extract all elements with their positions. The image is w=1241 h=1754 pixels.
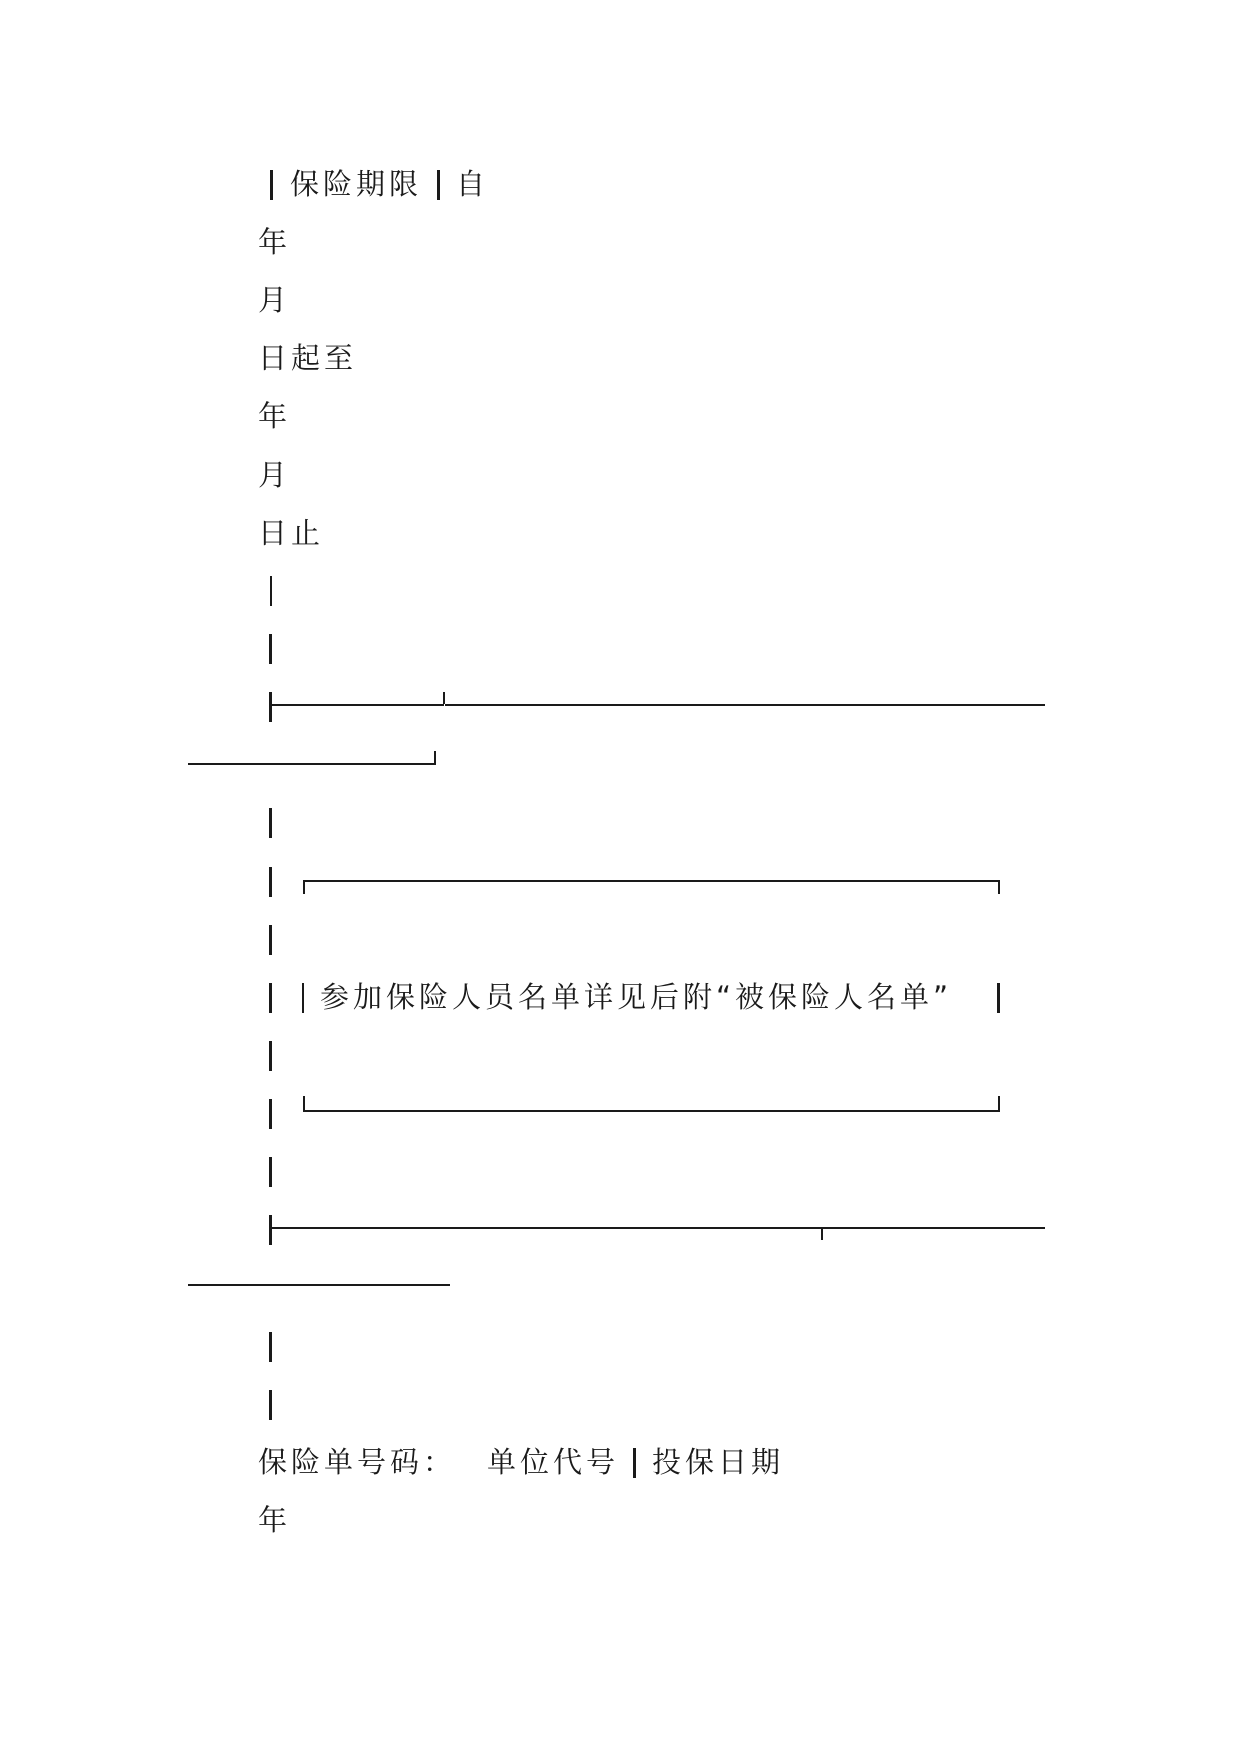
table-rule-tick	[443, 692, 445, 704]
bold-bar	[633, 1448, 636, 1478]
notice-box-corner	[303, 1096, 305, 1112]
notice-text: 参加保险人员名单详见后附“被保险人名单”	[320, 980, 953, 1014]
bold-bar	[269, 867, 272, 897]
table-rule	[272, 704, 444, 706]
insurance-period-label: 保险期限	[290, 167, 423, 201]
date-line-year-1: 年	[258, 225, 292, 259]
table-rule	[188, 1284, 450, 1286]
notice-box-left	[302, 983, 304, 1013]
bold-bar	[269, 925, 272, 955]
notice-box-right	[997, 983, 1000, 1013]
table-rule-tick	[821, 1228, 823, 1240]
notice-box-corner	[998, 1096, 1000, 1112]
bold-bar	[437, 170, 440, 200]
table-rule	[188, 763, 436, 765]
bold-bar	[269, 634, 272, 664]
table-rule-tick	[434, 751, 436, 765]
bold-bar	[269, 1157, 272, 1187]
date-line-month-2: 月	[258, 458, 292, 492]
bold-bar	[269, 1099, 272, 1129]
bold-bar	[269, 983, 272, 1013]
table-rule	[272, 1227, 1045, 1229]
bold-bar	[269, 692, 272, 722]
thin-bar	[270, 576, 272, 606]
bold-bar	[269, 1390, 272, 1420]
bold-bar	[269, 1332, 272, 1362]
insure-date-label: 投保日期	[652, 1445, 785, 1479]
notice-box-corner	[998, 880, 1000, 894]
date-line-day-to: 日止	[258, 516, 325, 550]
notice-box-top	[303, 880, 1000, 882]
notice-box-corner	[303, 880, 305, 894]
notice-box-bottom	[303, 1110, 1000, 1112]
bold-bar	[270, 170, 273, 200]
table-rule	[445, 704, 1045, 706]
footer-year: 年	[258, 1503, 292, 1537]
bold-bar	[269, 1041, 272, 1071]
date-line-year-2: 年	[258, 399, 292, 433]
unit-code-label: 单位代号	[487, 1445, 620, 1479]
policy-number-label: 保险单号码：	[258, 1445, 457, 1479]
date-line-day-from: 日起至	[258, 341, 358, 375]
bold-bar	[269, 1215, 272, 1245]
bold-bar	[269, 808, 272, 838]
from-label: 自	[456, 167, 490, 201]
date-line-month-1: 月	[258, 283, 292, 317]
